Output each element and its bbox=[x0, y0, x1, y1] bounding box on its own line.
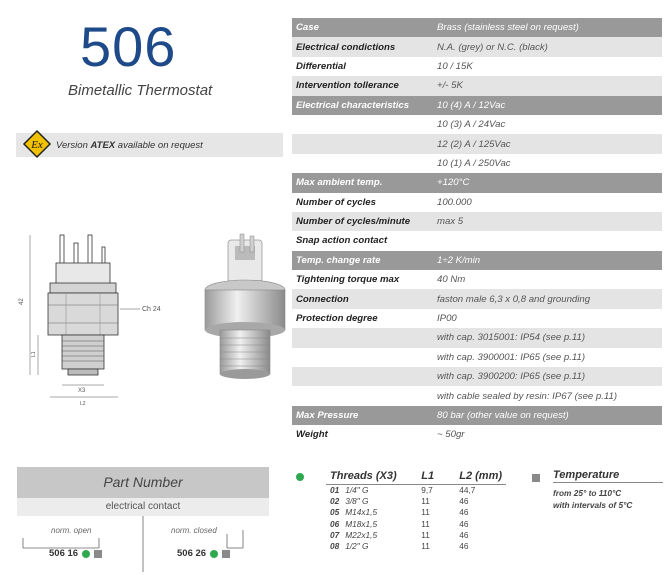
thread-thread: M22x1,5 bbox=[345, 529, 378, 540]
thread-row bbox=[326, 495, 506, 506]
part-number-title: Part Number bbox=[17, 467, 269, 498]
part-code-nc-text: 506 26 bbox=[177, 548, 207, 559]
thread-code: 08 bbox=[330, 541, 340, 552]
spec-key: Electrical characteristics bbox=[292, 96, 433, 115]
spec-value: +120°C bbox=[433, 173, 662, 192]
spec-key: Number of cycles/minute bbox=[292, 212, 433, 231]
norm-closed-caption: norm. closed bbox=[171, 526, 217, 535]
spec-row bbox=[292, 173, 662, 192]
spec-key bbox=[292, 367, 433, 386]
model-number: 506 bbox=[80, 15, 177, 78]
thread-row bbox=[326, 529, 506, 540]
spec-key: Weight bbox=[292, 425, 433, 444]
spec-row bbox=[292, 115, 662, 134]
thread-l1: 11 bbox=[421, 518, 430, 529]
part-code-nc bbox=[177, 548, 230, 559]
threads-table bbox=[326, 470, 506, 552]
spec-value: 100.000 bbox=[433, 193, 662, 212]
spec-value: 10 (4) A / 12Vac bbox=[433, 96, 662, 115]
spec-key: Max ambient temp. bbox=[292, 173, 433, 192]
spec-row bbox=[292, 328, 662, 347]
spec-value: N.A. (grey) or N.C. (black) bbox=[433, 37, 662, 56]
part-code-no bbox=[49, 548, 102, 559]
spec-row bbox=[292, 367, 662, 386]
thread-thread: 1/4" G bbox=[345, 484, 369, 495]
spec-value bbox=[433, 231, 662, 250]
x3-label: X3 bbox=[78, 388, 86, 394]
spec-row bbox=[292, 425, 662, 444]
atex-banner bbox=[16, 133, 283, 157]
product-photo bbox=[190, 232, 300, 392]
height-label: 42 bbox=[19, 298, 25, 305]
product-subtitle: Bimetallic Thermostat bbox=[68, 82, 213, 99]
green-dot-icon bbox=[210, 550, 218, 558]
svg-text:Ex: Ex bbox=[31, 139, 43, 151]
spec-key: Tightening torque max bbox=[292, 270, 433, 289]
part-number-subtitle: electrical contact bbox=[17, 498, 269, 516]
spec-row bbox=[292, 193, 662, 212]
spec-value: 10 (3) A / 24Vac bbox=[433, 115, 662, 134]
spec-value: with cap. 3900200: IP65 (see p.11) bbox=[433, 367, 662, 386]
thread-thread: M18x1,5 bbox=[345, 518, 378, 529]
threads-green-dot-icon bbox=[296, 473, 304, 481]
spec-value: with cable sealed by resin: IP67 (see p.11) bbox=[433, 386, 662, 405]
atex-text: Version ATEX available on request bbox=[56, 139, 203, 151]
spec-value: faston male 6,3 x 0,8 and grounding bbox=[433, 289, 662, 308]
spec-value: max 5 bbox=[433, 212, 662, 231]
spec-value: 10 (1) A / 250Vac bbox=[433, 154, 662, 173]
spec-value: 12 (2) A / 125Vac bbox=[433, 134, 662, 153]
spec-table bbox=[292, 18, 662, 445]
spec-value: +/- 5K bbox=[433, 76, 662, 95]
threads-header: Threads (X3) bbox=[330, 470, 397, 483]
spec-row bbox=[292, 270, 662, 289]
green-dot-icon bbox=[82, 550, 90, 558]
thread-code: 06 bbox=[330, 518, 340, 529]
thread-row bbox=[326, 540, 506, 551]
thread-l2: 44,7 bbox=[459, 484, 476, 495]
l2-dim-label: L2 bbox=[80, 401, 86, 407]
spec-key: Intervention tollerance bbox=[292, 76, 433, 95]
temperature-range: from 25° to 110°C bbox=[553, 488, 622, 498]
thread-l2: 46 bbox=[459, 541, 469, 552]
thread-l2: 46 bbox=[459, 529, 469, 540]
thread-row bbox=[326, 484, 506, 495]
thread-l2: 46 bbox=[459, 495, 469, 506]
spec-key: Differential bbox=[292, 57, 433, 76]
thread-l2: 46 bbox=[459, 518, 469, 529]
grey-square-icon bbox=[94, 550, 102, 558]
spec-value: 10 / 15K bbox=[433, 57, 662, 76]
spec-row bbox=[292, 231, 662, 250]
l1-dim-label: L1 bbox=[31, 351, 37, 357]
spec-key bbox=[292, 115, 433, 134]
spec-row bbox=[292, 386, 662, 405]
thread-l1: 11 bbox=[421, 507, 430, 518]
thread-thread: M14x1,5 bbox=[345, 507, 378, 518]
spec-row bbox=[292, 96, 662, 115]
thread-code: 01 bbox=[330, 484, 340, 495]
thread-l1: 11 bbox=[421, 529, 430, 540]
spec-row bbox=[292, 18, 662, 37]
ch-label: Ch 24 bbox=[142, 306, 161, 313]
thread-thread: 1/2" G bbox=[345, 541, 369, 552]
spec-key bbox=[292, 348, 433, 367]
thread-l2: 46 bbox=[459, 507, 469, 518]
l2-header: L2 (mm) bbox=[459, 470, 503, 483]
atex-ex-icon bbox=[22, 129, 52, 159]
temperature-interval: with intervals of 5°C bbox=[553, 500, 633, 510]
spec-value: with cap. 3900001: IP65 (see p.11) bbox=[433, 348, 662, 367]
spec-value: IP00 bbox=[433, 309, 662, 328]
spec-row bbox=[292, 154, 662, 173]
thread-code: 02 bbox=[330, 495, 340, 506]
spec-row bbox=[292, 134, 662, 153]
temperature-grey-square-icon bbox=[532, 474, 540, 482]
spec-row bbox=[292, 289, 662, 308]
spec-key bbox=[292, 328, 433, 347]
thread-code: 07 bbox=[330, 529, 340, 540]
spec-row bbox=[292, 76, 662, 95]
thread-l1: 11 bbox=[421, 495, 430, 506]
spec-value: Brass (stainless steel on request) bbox=[433, 18, 662, 37]
spec-key bbox=[292, 386, 433, 405]
part-code-no-text: 506 16 bbox=[49, 548, 79, 559]
spec-key: Max Pressure bbox=[292, 406, 433, 425]
spec-row bbox=[292, 251, 662, 270]
spec-value: 80 bar (other value on request) bbox=[433, 406, 662, 425]
thread-l1: 9,7 bbox=[421, 484, 433, 495]
grey-square-icon bbox=[222, 550, 230, 558]
thread-l1: 11 bbox=[421, 541, 430, 552]
technical-drawing bbox=[10, 225, 180, 410]
thread-row bbox=[326, 518, 506, 529]
spec-key: Snap action contact bbox=[292, 231, 433, 250]
part-number-lines bbox=[17, 516, 269, 572]
spec-value: 1÷2 K/min bbox=[433, 251, 662, 270]
spec-key: Number of cycles bbox=[292, 193, 433, 212]
spec-value: ~ 50gr bbox=[433, 425, 662, 444]
spec-row bbox=[292, 37, 662, 56]
spec-key: Case bbox=[292, 18, 433, 37]
temperature-title: Temperature bbox=[553, 469, 663, 483]
spec-value: with cap. 3015001: IP54 (see p.11) bbox=[433, 328, 662, 347]
spec-row bbox=[292, 57, 662, 76]
spec-value: 40 Nm bbox=[433, 270, 662, 289]
spec-row bbox=[292, 348, 662, 367]
norm-open-caption: norm. open bbox=[51, 526, 92, 535]
spec-row bbox=[292, 309, 662, 328]
thread-code: 05 bbox=[330, 507, 340, 518]
l1-header: L1 bbox=[421, 470, 435, 483]
spec-key: Connection bbox=[292, 289, 433, 308]
spec-key bbox=[292, 134, 433, 153]
thread-thread: 3/8" G bbox=[345, 495, 369, 506]
spec-key bbox=[292, 154, 433, 173]
spec-row bbox=[292, 406, 662, 425]
spec-row bbox=[292, 212, 662, 231]
spec-key: Protection degree bbox=[292, 309, 433, 328]
spec-key: Electrical condictions bbox=[292, 37, 433, 56]
part-number-box bbox=[17, 467, 269, 572]
spec-key: Temp. change rate bbox=[292, 251, 433, 270]
thread-row bbox=[326, 507, 506, 518]
